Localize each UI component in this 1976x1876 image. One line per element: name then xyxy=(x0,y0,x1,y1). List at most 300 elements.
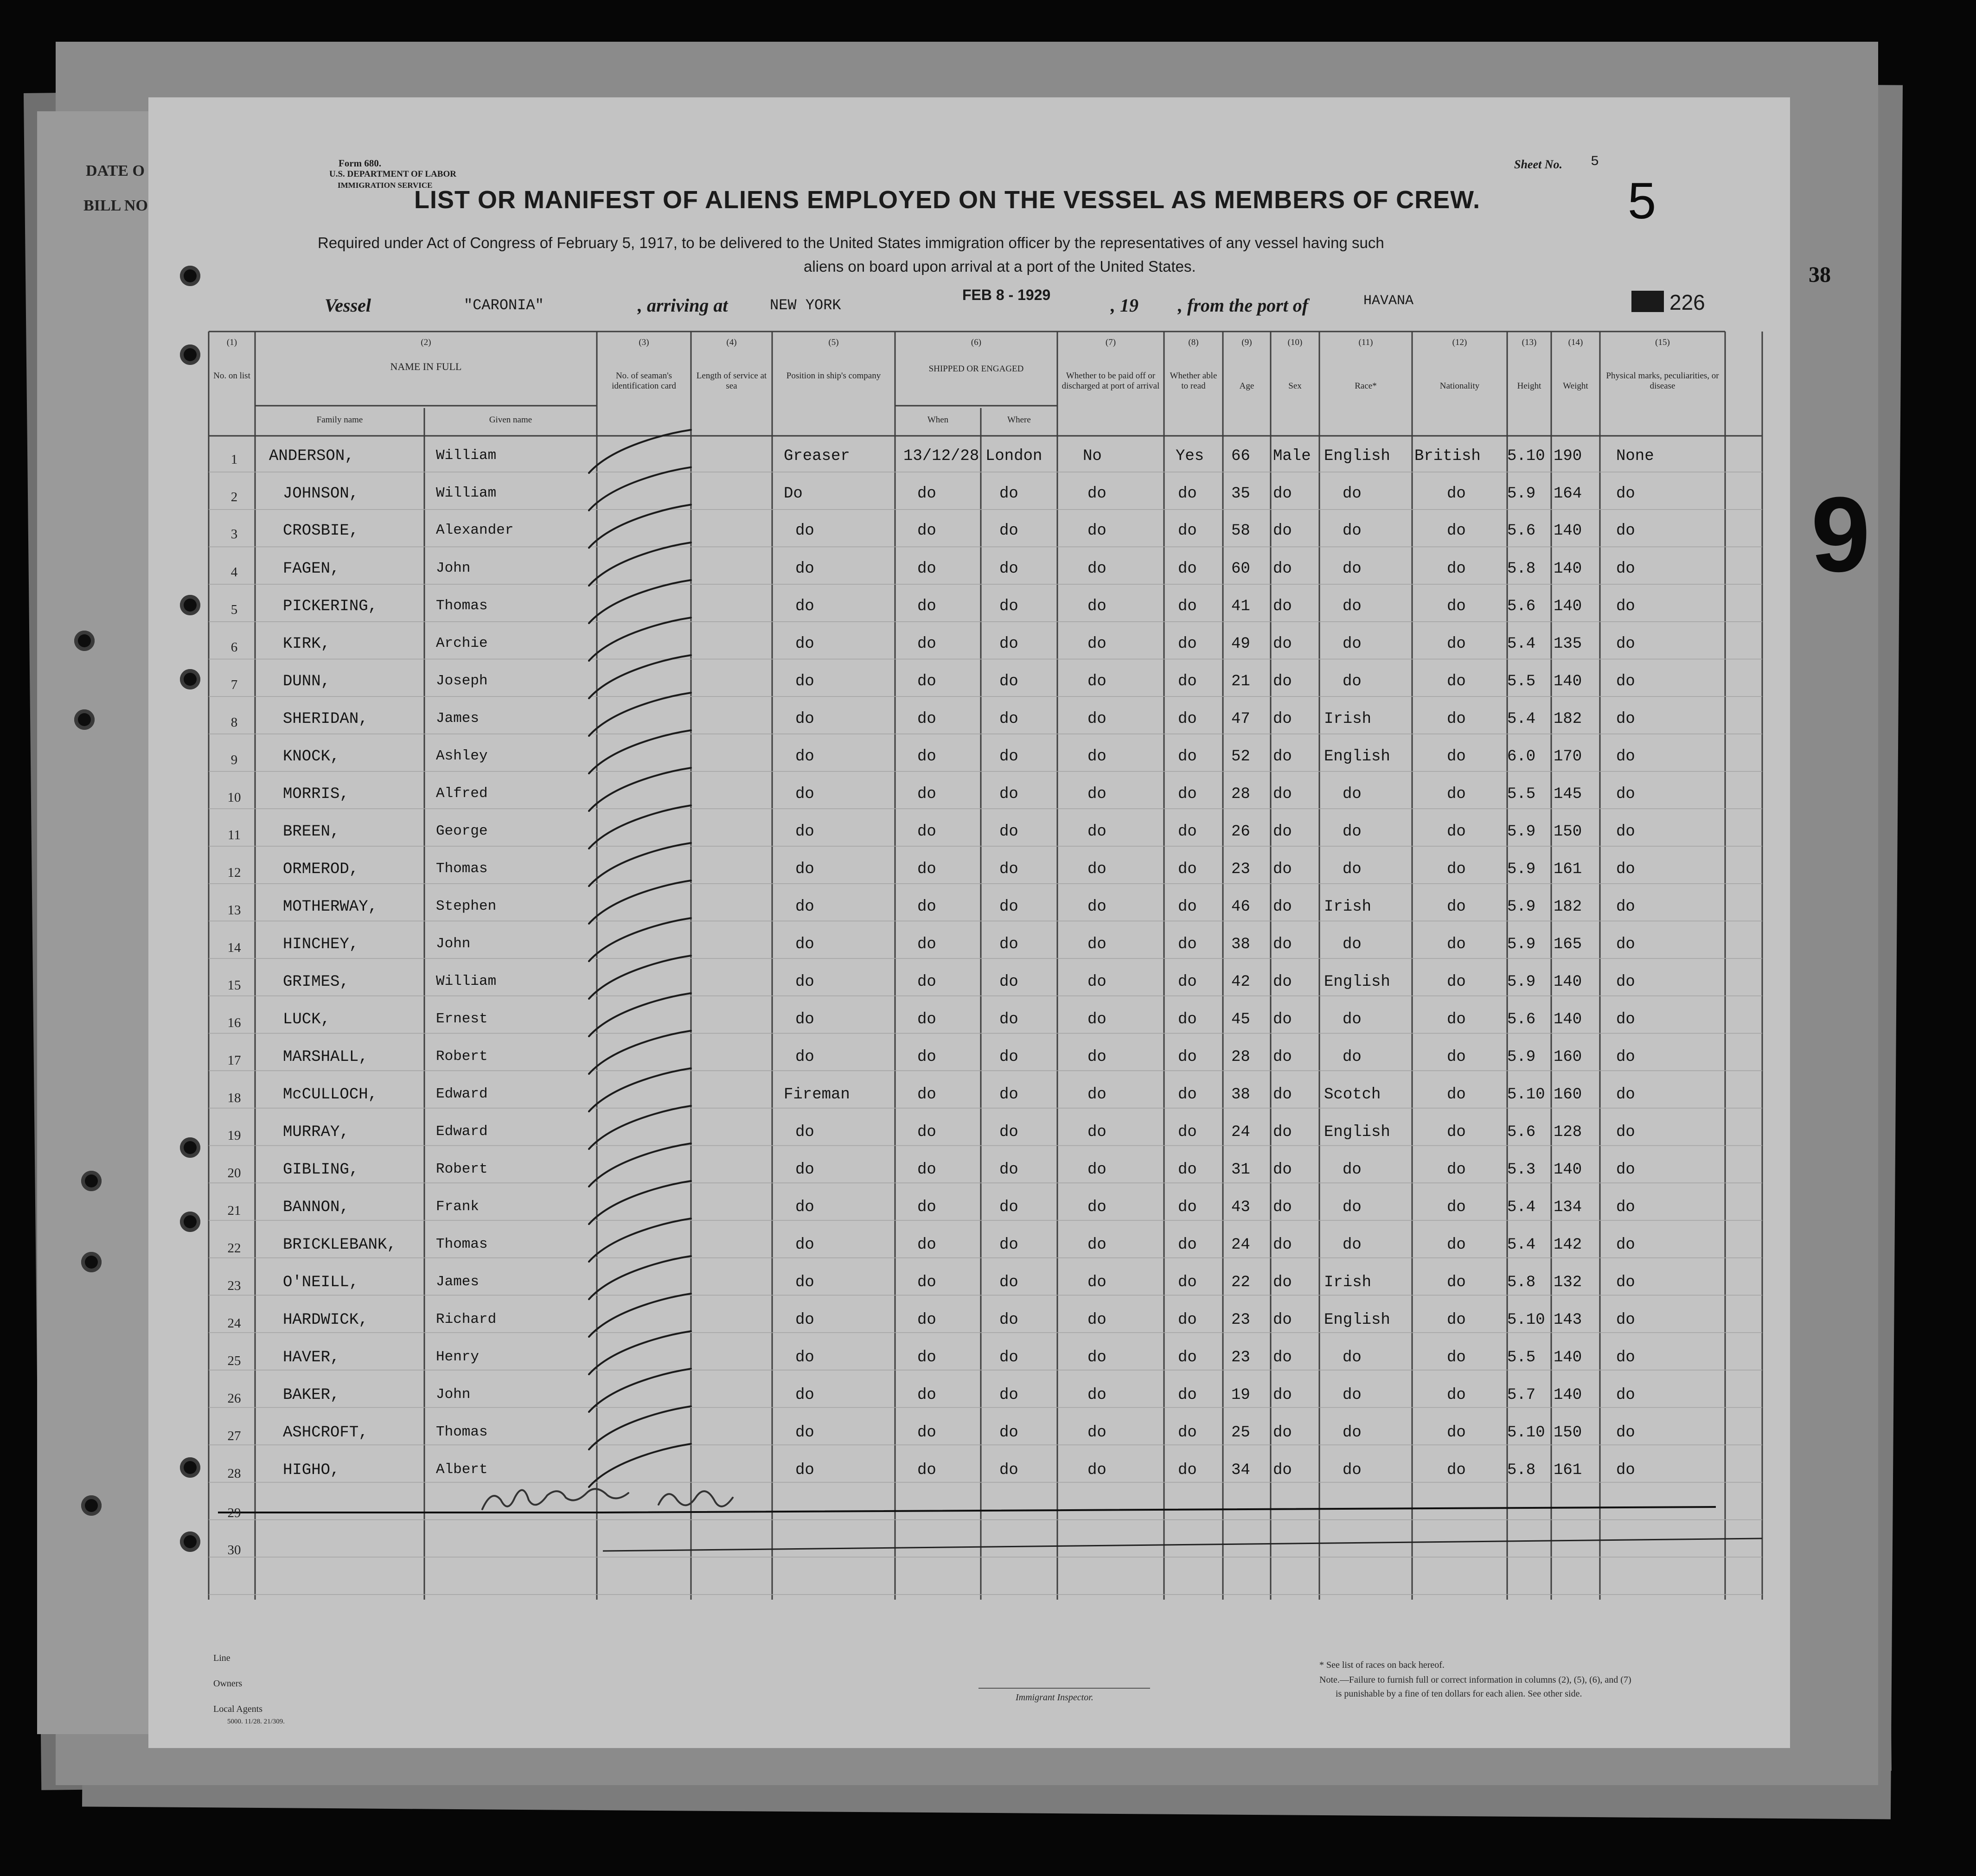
cell-wt: 135 xyxy=(1554,635,1582,653)
cell-pos: Do xyxy=(784,485,803,503)
cell-paid: do xyxy=(1087,485,1106,503)
margin-number: 38 xyxy=(1809,262,1831,287)
cell-race: English xyxy=(1324,973,1390,991)
cell-nat: do xyxy=(1447,1349,1466,1366)
cell-race: Irish xyxy=(1324,710,1372,728)
cell-age: 52 xyxy=(1231,748,1250,766)
cell-nat: do xyxy=(1447,1123,1466,1141)
cell-pos: do xyxy=(795,748,814,766)
column-header-label: Race* xyxy=(1355,381,1377,391)
cell-age: 23 xyxy=(1231,861,1250,878)
cell-wt: 182 xyxy=(1554,898,1582,916)
cell-marks: do xyxy=(1616,748,1635,766)
cell-nat: do xyxy=(1447,898,1466,916)
column-header-label: Age xyxy=(1239,381,1254,391)
cell-age: 58 xyxy=(1231,522,1250,540)
cell-when: do xyxy=(917,973,936,991)
column-number: (8) xyxy=(1188,338,1199,347)
subheader-when: When xyxy=(927,415,949,425)
cell-ht: 5.8 xyxy=(1507,1461,1536,1479)
subheader-given: Given name xyxy=(489,415,532,425)
cell-nat: do xyxy=(1447,1424,1466,1442)
column-header-label: Sex xyxy=(1288,381,1302,391)
cell-family: HIGHO, xyxy=(283,1461,340,1479)
cell-given: Alexander xyxy=(436,522,514,539)
cell-race: do xyxy=(1343,598,1362,615)
cell-when: do xyxy=(917,936,936,953)
cell-race: do xyxy=(1343,823,1362,841)
cell-sex: do xyxy=(1273,1123,1292,1141)
vessel-name: "CARONIA" xyxy=(464,297,544,314)
cell-read: do xyxy=(1178,1386,1197,1404)
cell-where: do xyxy=(999,598,1018,615)
column-header-label: No. on list xyxy=(213,371,250,381)
cell-sex: do xyxy=(1273,710,1292,728)
cell-paid: do xyxy=(1087,1086,1106,1104)
cell-ht: 5.5 xyxy=(1507,785,1536,803)
footer-line-label: Line xyxy=(213,1653,230,1663)
row-number: 3 xyxy=(230,527,238,542)
cell-read: do xyxy=(1178,1461,1197,1479)
cell-pos: do xyxy=(795,1349,814,1366)
cell-when: do xyxy=(917,598,936,615)
cell-family: O'NEILL, xyxy=(283,1274,359,1291)
cell-marks: do xyxy=(1616,1011,1635,1028)
cell-read: do xyxy=(1178,936,1197,953)
cell-ht: 5.6 xyxy=(1507,598,1536,615)
cell-nat: British xyxy=(1414,447,1481,465)
cell-when: do xyxy=(917,522,936,540)
cell-ht: 5.9 xyxy=(1507,1048,1536,1066)
footer-print-code: 5000. 11/28. 21/309. xyxy=(227,1718,285,1725)
footer-owners-label: Owners xyxy=(213,1678,243,1689)
check-mark xyxy=(589,843,691,886)
cell-when: do xyxy=(917,748,936,766)
cell-age: 38 xyxy=(1231,1086,1250,1104)
cell-pos: do xyxy=(795,1048,814,1066)
cell-pos: do xyxy=(795,1461,814,1479)
footer-note-1: Note.—Failure to furnish full or correct information in columns (2), (5), (6), and (7) xyxy=(1319,1675,1631,1685)
cell-paid: No xyxy=(1083,447,1102,465)
row-number: 30 xyxy=(227,1543,241,1558)
cell-when: do xyxy=(917,1386,936,1404)
cell-ht: 5.9 xyxy=(1507,936,1536,953)
cell-paid: do xyxy=(1087,710,1106,728)
cell-ht: 5.10 xyxy=(1507,1424,1545,1442)
cell-race: do xyxy=(1343,522,1362,540)
cell-wt: 140 xyxy=(1554,560,1582,578)
cell-family: BRICKLEBANK, xyxy=(283,1236,396,1254)
cell-pos: do xyxy=(795,861,814,878)
cell-nat: do xyxy=(1447,936,1466,953)
cell-given: Thomas xyxy=(436,1424,488,1440)
cell-sex: do xyxy=(1273,1424,1292,1442)
cell-when: do xyxy=(917,823,936,841)
check-mark xyxy=(589,467,691,510)
column-number: (9) xyxy=(1241,338,1252,347)
cell-when: do xyxy=(917,1236,936,1254)
form-number: Form 680. xyxy=(339,158,382,169)
cell-wt: 170 xyxy=(1554,748,1582,766)
cell-when: do xyxy=(917,1461,936,1479)
cell-marks: do xyxy=(1616,1349,1635,1366)
cell-marks: do xyxy=(1616,785,1635,803)
cell-ht: 5.4 xyxy=(1507,710,1536,728)
cell-given: Richard xyxy=(436,1311,497,1327)
cell-age: 31 xyxy=(1231,1161,1250,1179)
footer-agents-label: Local Agents xyxy=(213,1704,263,1714)
cell-marks: do xyxy=(1616,1161,1635,1179)
cell-paid: do xyxy=(1087,1048,1106,1066)
cell-marks: do xyxy=(1616,936,1635,953)
column-header-label: Height xyxy=(1517,381,1541,391)
cell-family: JOHNSON, xyxy=(283,485,359,503)
cell-paid: do xyxy=(1087,1461,1106,1479)
cell-pos: do xyxy=(795,936,814,953)
cell-race: do xyxy=(1343,1161,1362,1179)
cell-given: George xyxy=(436,823,488,839)
row-number: 21 xyxy=(227,1203,241,1218)
check-mark xyxy=(589,881,691,924)
cell-age: 42 xyxy=(1231,973,1250,991)
cell-sex: do xyxy=(1273,522,1292,540)
cell-nat: do xyxy=(1447,1086,1466,1104)
cell-wt: 140 xyxy=(1554,673,1582,690)
cell-age: 28 xyxy=(1231,1048,1250,1066)
cell-race: do xyxy=(1343,1199,1362,1216)
year-label: , 19 xyxy=(1111,295,1138,316)
cell-when: do xyxy=(917,635,936,653)
cell-race: do xyxy=(1343,560,1362,578)
row-number: 29 xyxy=(227,1505,241,1520)
cell-marks: do xyxy=(1616,1311,1635,1329)
cell-family: HAVER, xyxy=(283,1349,340,1366)
margin-handwritten-number: 9 xyxy=(1811,475,1870,594)
cell-marks: do xyxy=(1616,522,1635,540)
cell-where: do xyxy=(999,1311,1018,1329)
cell-given: Frank xyxy=(436,1199,480,1215)
cell-nat: do xyxy=(1447,823,1466,841)
cell-marks: do xyxy=(1616,1199,1635,1216)
cell-age: 19 xyxy=(1231,1386,1250,1404)
cell-nat: do xyxy=(1447,560,1466,578)
cell-age: 23 xyxy=(1231,1349,1250,1366)
cell-race: do xyxy=(1343,673,1362,690)
cell-read: do xyxy=(1178,861,1197,878)
stamp-number: 226 xyxy=(1669,290,1705,314)
row-number: 19 xyxy=(227,1128,241,1143)
cell-read: do xyxy=(1178,1086,1197,1104)
cell-wt: 150 xyxy=(1554,1424,1582,1442)
column-number: (12) xyxy=(1452,338,1467,347)
cell-where: do xyxy=(999,1424,1018,1442)
cell-when: do xyxy=(917,560,936,578)
cell-race: do xyxy=(1343,1011,1362,1028)
cell-sex: do xyxy=(1273,1461,1292,1479)
cell-where: do xyxy=(999,973,1018,991)
cell-wt: 182 xyxy=(1554,710,1582,728)
cell-ht: 5.10 xyxy=(1507,447,1545,465)
column-number: (11) xyxy=(1358,338,1373,347)
cell-nat: do xyxy=(1447,485,1466,503)
cell-family: McCULLOCH, xyxy=(283,1086,378,1104)
check-mark xyxy=(589,618,691,661)
cell-read: do xyxy=(1178,485,1197,503)
cell-family: KNOCK, xyxy=(283,748,340,766)
cell-given: James xyxy=(436,710,480,727)
cell-marks: do xyxy=(1616,598,1635,615)
check-mark xyxy=(589,693,691,736)
footer-inspector-label: Immigrant Inspector. xyxy=(1016,1692,1094,1703)
cell-given: James xyxy=(436,1274,480,1290)
cell-read: do xyxy=(1178,1424,1197,1442)
cell-marks: do xyxy=(1616,1123,1635,1141)
cell-wt: 134 xyxy=(1554,1199,1582,1216)
cell-race: English xyxy=(1324,1311,1390,1329)
cell-pos: do xyxy=(795,522,814,540)
cell-wt: 150 xyxy=(1554,823,1582,841)
cell-race: do xyxy=(1343,635,1362,653)
cell-race: do xyxy=(1343,1349,1362,1366)
cell-sex: do xyxy=(1273,1349,1292,1366)
cell-where: do xyxy=(999,522,1018,540)
row-number: 27 xyxy=(227,1429,241,1443)
cell-age: 22 xyxy=(1231,1274,1250,1291)
subheader-family: Family name xyxy=(316,415,363,425)
check-mark xyxy=(589,768,691,811)
cell-age: 24 xyxy=(1231,1123,1250,1141)
cell-sex: do xyxy=(1273,1274,1292,1291)
column-header-label: No. of seaman's identification card xyxy=(612,371,676,391)
row-number: 28 xyxy=(227,1466,241,1481)
check-mark xyxy=(589,956,691,999)
cell-ht: 5.9 xyxy=(1507,861,1536,878)
cell-ht: 5.9 xyxy=(1507,485,1536,503)
cell-nat: do xyxy=(1447,861,1466,878)
row-number: 13 xyxy=(227,903,241,918)
cell-when: do xyxy=(917,1123,936,1141)
cell-where: do xyxy=(999,1199,1018,1216)
cell-family: MARSHALL, xyxy=(283,1048,368,1066)
cell-pos: Greaser xyxy=(784,447,850,465)
cell-wt: 132 xyxy=(1554,1274,1582,1291)
cell-ht: 5.8 xyxy=(1507,1274,1536,1291)
cell-paid: do xyxy=(1087,1011,1106,1028)
cell-nat: do xyxy=(1447,1386,1466,1404)
cell-nat: do xyxy=(1447,1461,1466,1479)
cell-paid: do xyxy=(1087,785,1106,803)
cell-marks: do xyxy=(1616,1086,1635,1104)
cell-when: do xyxy=(917,1161,936,1179)
cell-marks: None xyxy=(1616,447,1654,465)
cell-paid: do xyxy=(1087,673,1106,690)
sheet-number-handwritten: 5 xyxy=(1628,172,1656,230)
cell-nat: do xyxy=(1447,1236,1466,1254)
cell-where: do xyxy=(999,936,1018,953)
cell-paid: do xyxy=(1087,748,1106,766)
cell-where: do xyxy=(999,1086,1018,1104)
cell-nat: do xyxy=(1447,673,1466,690)
cell-sex: Male xyxy=(1273,447,1311,465)
column-number: (1) xyxy=(226,338,237,347)
from-port-label: , from the port of xyxy=(1178,295,1309,316)
row-number: 5 xyxy=(230,602,238,617)
cell-family: ANDERSON, xyxy=(269,447,354,465)
cell-sex: do xyxy=(1273,823,1292,841)
cell-where: do xyxy=(999,560,1018,578)
cell-sex: do xyxy=(1273,973,1292,991)
closing-line-2 xyxy=(603,1538,1762,1551)
check-mark xyxy=(589,655,691,698)
cell-sex: do xyxy=(1273,861,1292,878)
cell-wt: 140 xyxy=(1554,973,1582,991)
cell-sex: do xyxy=(1273,748,1292,766)
arriving-port: NEW YORK xyxy=(770,297,841,314)
cell-wt: 165 xyxy=(1554,936,1582,953)
row-number: 9 xyxy=(230,753,238,767)
check-mark xyxy=(589,504,691,548)
cell-where: do xyxy=(999,785,1018,803)
cell-nat: do xyxy=(1447,1311,1466,1329)
cell-age: 45 xyxy=(1231,1011,1250,1028)
row-number: 14 xyxy=(227,940,241,955)
cell-race: English xyxy=(1324,748,1390,766)
row-number: 17 xyxy=(227,1053,241,1068)
cell-when: do xyxy=(917,1011,936,1028)
cell-pos: do xyxy=(795,1386,814,1404)
cell-pos: do xyxy=(795,1274,814,1291)
cell-marks: do xyxy=(1616,861,1635,878)
cell-family: BAKER, xyxy=(283,1386,340,1404)
cell-sex: do xyxy=(1273,1199,1292,1216)
from-port: HAVANA xyxy=(1363,293,1414,309)
manifest-subtitle-1: Required under Act of Congress of February 5, 1917, to be delivered to the United States immigration officer by the representatives of any vessel having such xyxy=(318,234,1384,251)
cell-family: LUCK, xyxy=(283,1011,331,1028)
cell-when: do xyxy=(917,1349,936,1366)
cell-age: 49 xyxy=(1231,635,1250,653)
cell-given: Joseph xyxy=(436,673,488,689)
cell-sex: do xyxy=(1273,1048,1292,1066)
column-header-label: Weight xyxy=(1563,381,1588,391)
column-header-label: Length of service at sea xyxy=(696,371,767,391)
cell-read: Yes xyxy=(1176,447,1204,465)
footer-race-note: * See list of races on back hereof. xyxy=(1319,1660,1445,1670)
cell-nat: do xyxy=(1447,1048,1466,1066)
cell-age: 60 xyxy=(1231,560,1250,578)
cell-nat: do xyxy=(1447,1274,1466,1291)
cell-marks: do xyxy=(1616,485,1635,503)
cell-sex: do xyxy=(1273,1386,1292,1404)
cell-pos: do xyxy=(795,598,814,615)
cell-ht: 5.7 xyxy=(1507,1386,1536,1404)
cell-sex: do xyxy=(1273,1311,1292,1329)
check-mark xyxy=(589,1068,691,1111)
cell-where: do xyxy=(999,1274,1018,1291)
cell-paid: do xyxy=(1087,522,1106,540)
cell-marks: do xyxy=(1616,1424,1635,1442)
cell-given: Ashley xyxy=(436,748,488,764)
cell-ht: 5.3 xyxy=(1507,1161,1536,1179)
cell-when: do xyxy=(917,673,936,690)
cell-wt: 143 xyxy=(1554,1311,1582,1329)
cell-pos: do xyxy=(795,1199,814,1216)
cell-ht: 6.0 xyxy=(1507,748,1536,766)
cell-race: do xyxy=(1343,785,1362,803)
cell-when: do xyxy=(917,898,936,916)
cell-sex: do xyxy=(1273,485,1292,503)
cell-race: do xyxy=(1343,1461,1362,1479)
check-mark xyxy=(589,1406,691,1449)
column-number: (5) xyxy=(828,338,839,347)
cell-sex: do xyxy=(1273,635,1292,653)
row-number: 2 xyxy=(230,489,238,504)
cell-family: MURRAY, xyxy=(283,1123,349,1141)
cell-ht: 5.4 xyxy=(1507,1199,1536,1216)
cell-wt: 142 xyxy=(1554,1236,1582,1254)
check-mark xyxy=(589,993,691,1036)
cell-read: do xyxy=(1178,823,1197,841)
cell-nat: do xyxy=(1447,748,1466,766)
cell-when: do xyxy=(917,1086,936,1104)
row-number: 15 xyxy=(227,978,241,993)
footer-note-2: is punishable by a fine of ten dollars for each alien. See other side. xyxy=(1336,1689,1582,1699)
cell-marks: do xyxy=(1616,560,1635,578)
stub-bill-label: BILL NO xyxy=(83,197,148,214)
column-number: (15) xyxy=(1655,338,1670,347)
cell-marks: do xyxy=(1616,1236,1635,1254)
cell-wt: 140 xyxy=(1554,1161,1582,1179)
column-number: (6) xyxy=(971,338,982,347)
cell-given: Thomas xyxy=(436,861,488,877)
cell-ht: 5.5 xyxy=(1507,673,1536,690)
cell-race: do xyxy=(1343,1236,1362,1254)
cell-nat: do xyxy=(1447,1199,1466,1216)
cell-ht: 5.9 xyxy=(1507,973,1536,991)
cell-where: do xyxy=(999,1011,1018,1028)
cell-given: Stephen xyxy=(436,898,497,914)
cell-family: SHERIDAN, xyxy=(283,710,368,728)
cell-when: do xyxy=(917,1048,936,1066)
cell-age: 46 xyxy=(1231,898,1250,916)
cell-read: do xyxy=(1178,748,1197,766)
cell-paid: do xyxy=(1087,823,1106,841)
cell-pos: do xyxy=(795,1123,814,1141)
cell-race: do xyxy=(1343,1048,1362,1066)
stub-date-label: DATE O xyxy=(86,162,145,179)
cell-where: do xyxy=(999,1386,1018,1404)
cell-paid: do xyxy=(1087,560,1106,578)
row-number: 24 xyxy=(227,1316,241,1331)
cell-nat: do xyxy=(1447,1011,1466,1028)
cell-read: do xyxy=(1178,973,1197,991)
cell-paid: do xyxy=(1087,1386,1106,1404)
department-label: U.S. DEPARTMENT OF LABOR xyxy=(329,169,456,179)
check-mark xyxy=(589,1031,691,1074)
cell-read: do xyxy=(1178,1349,1197,1366)
cell-where: do xyxy=(999,1236,1018,1254)
cell-given: William xyxy=(436,447,497,464)
cell-when: do xyxy=(917,1424,936,1442)
cell-given: William xyxy=(436,973,497,989)
sheet-no-value: 5 xyxy=(1591,154,1599,170)
cell-age: 21 xyxy=(1231,673,1250,690)
cell-age: 24 xyxy=(1231,1236,1250,1254)
cell-ht: 5.10 xyxy=(1507,1086,1545,1104)
cell-ht: 5.4 xyxy=(1507,1236,1536,1254)
cell-read: do xyxy=(1178,1199,1197,1216)
cell-age: 26 xyxy=(1231,823,1250,841)
cell-read: do xyxy=(1178,1236,1197,1254)
